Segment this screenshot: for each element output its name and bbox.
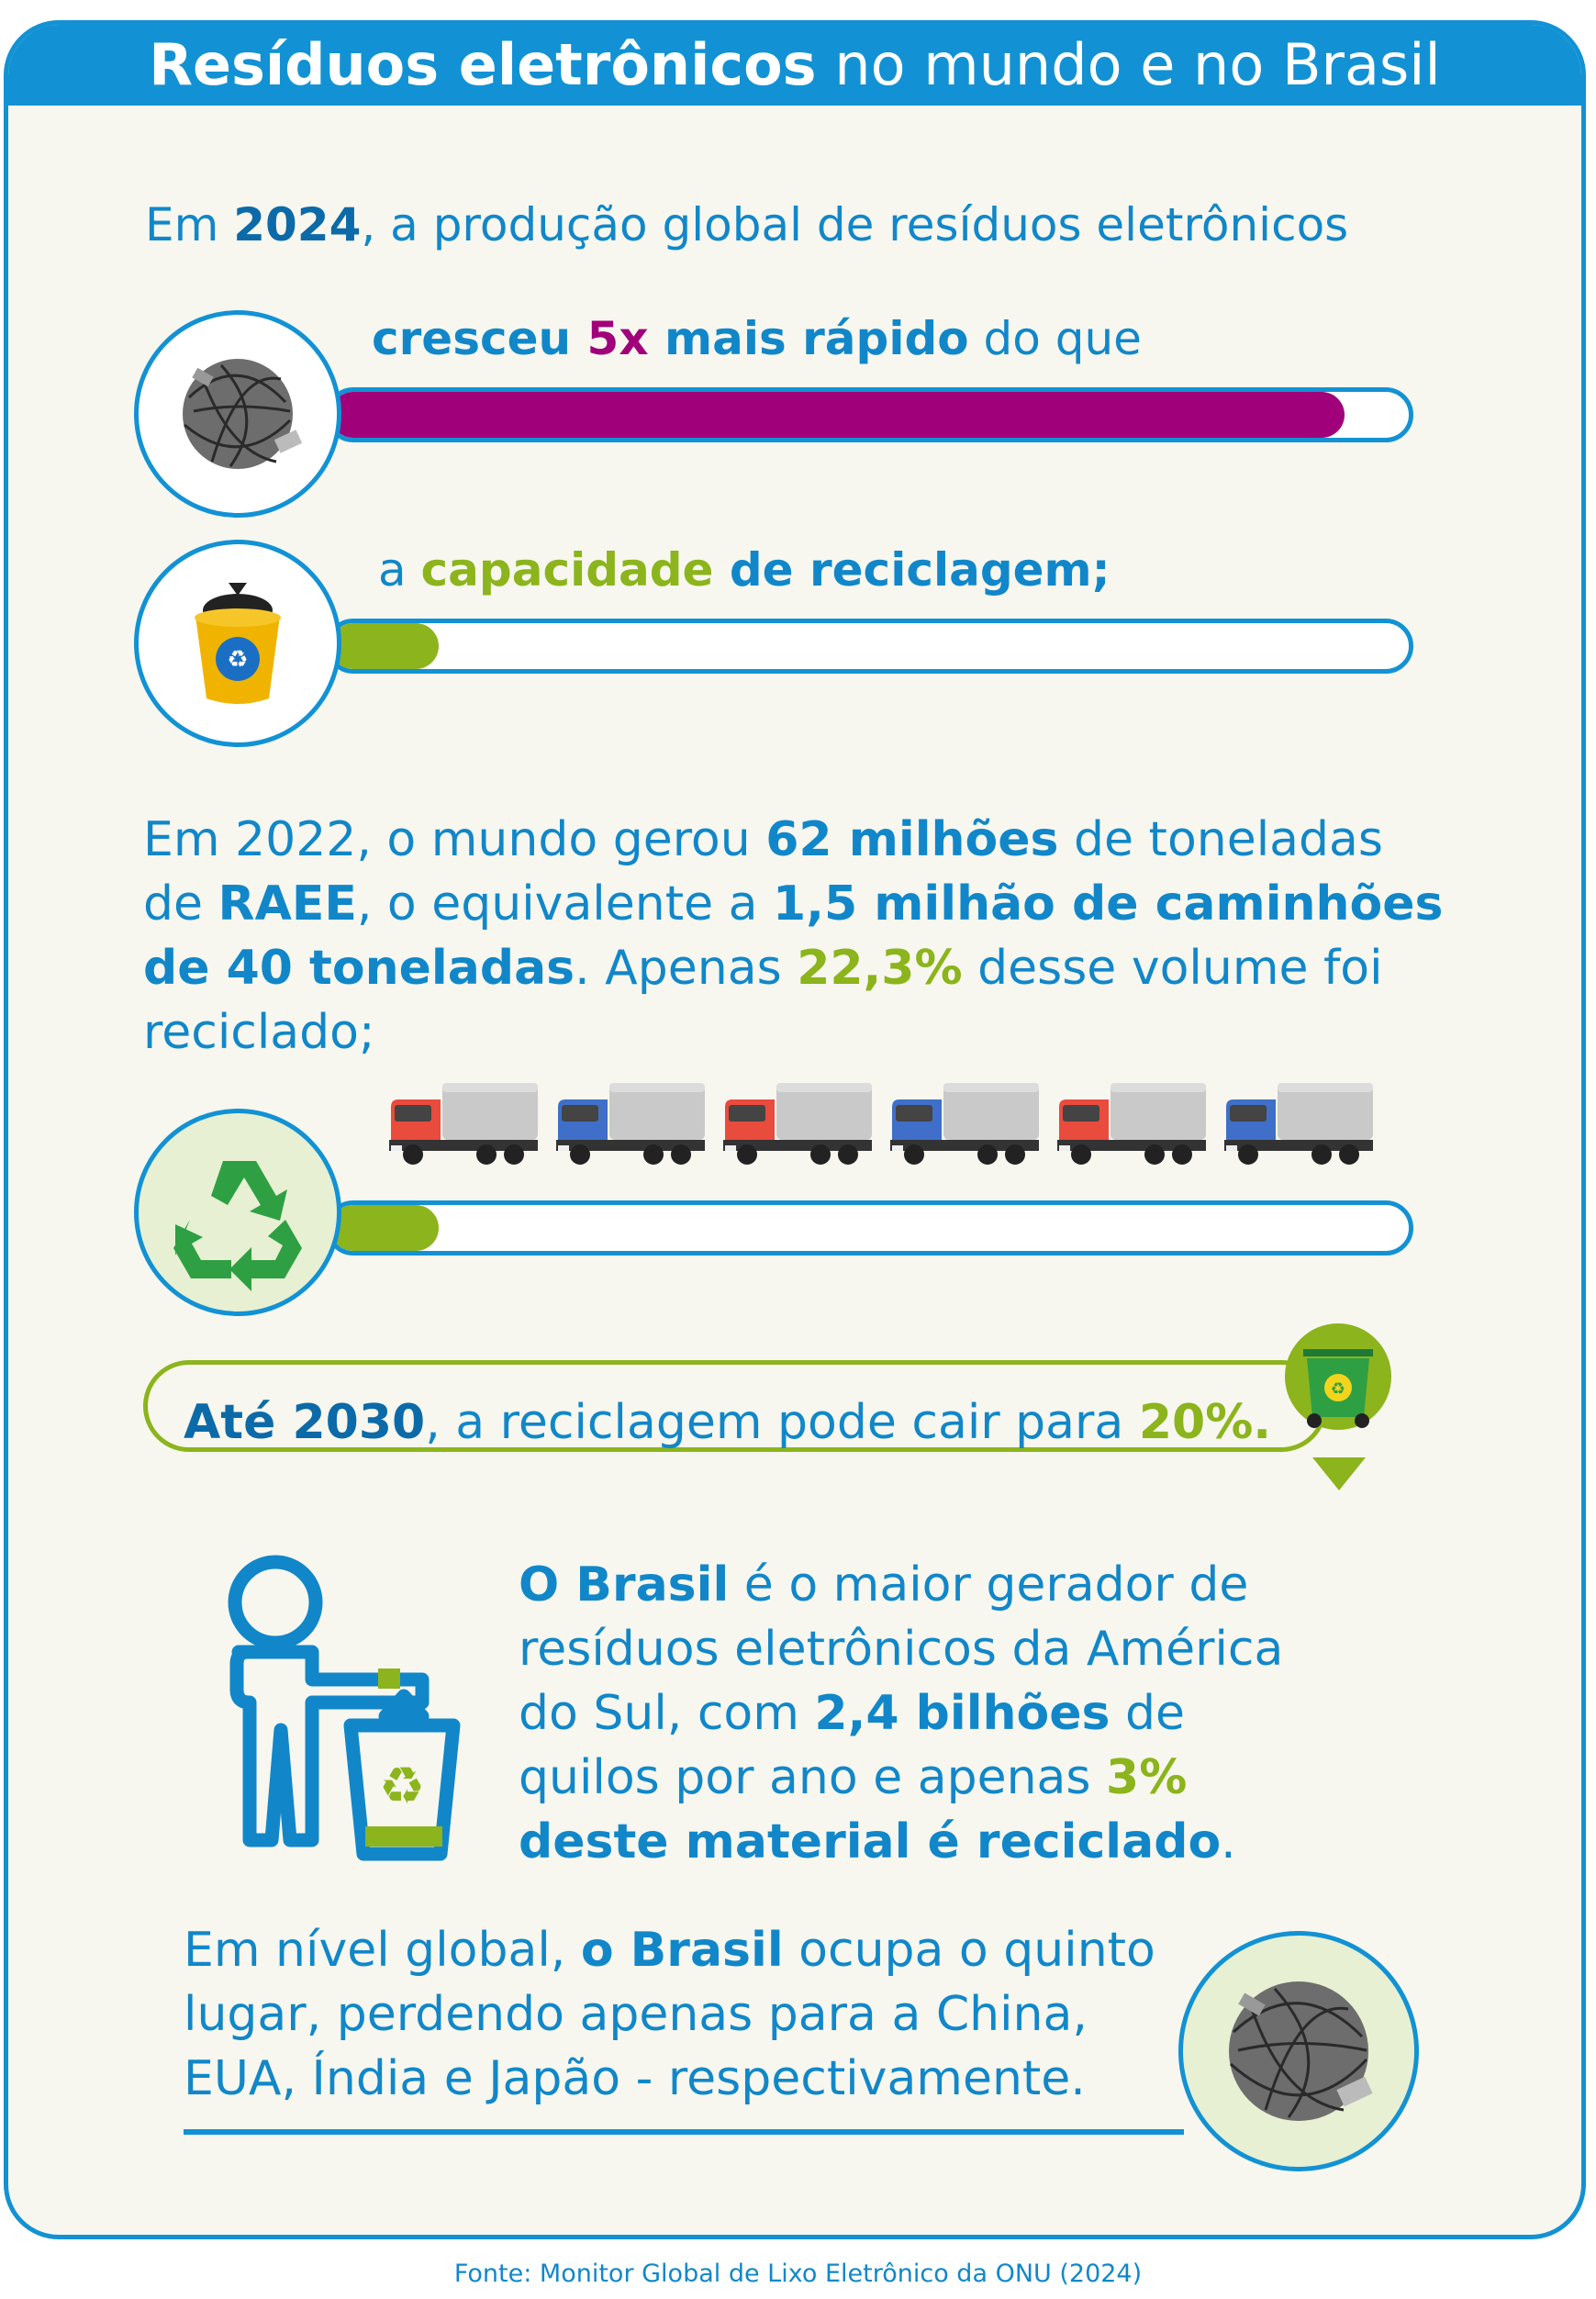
bar2-fill [330, 623, 439, 669]
svg-text:♻: ♻ [227, 646, 249, 674]
divider-line [184, 2129, 1184, 2135]
page-title: Resíduos eletrônicos no mundo e no Brasil [149, 31, 1441, 98]
source-citation: Fonte: Monitor Global de Lixo Eletrônico da ONU (2024) [453, 2260, 1143, 2288]
paragraph-global: Em nível global, o Brasil ocupa o quinto lugar, perdendo apenas para a China, EUA, Índia e Japão - respectivamente. [184, 1923, 1155, 2106]
wheelie-bin-icon [1276, 1322, 1404, 1505]
bar3-track [326, 1200, 1413, 1256]
paragraph-brasil: O Brasil é o maior gerador de resíduos eletrônicos da América do Sul, com 2,4 bilhões de quilos por ano e apenas 3% deste material é reciclado. [519, 1557, 1284, 1869]
ewaste-ball-icon [134, 310, 341, 518]
truck-icon [1054, 1079, 1210, 1171]
bar2-track [326, 619, 1413, 674]
recycle-icon [134, 1109, 341, 1316]
bar3-fill [330, 1205, 439, 1251]
bar1-track [326, 387, 1413, 442]
truck-icon [552, 1079, 709, 1171]
header-banner [8, 25, 1581, 106]
bar2-label: a capacidade de reciclagem; [378, 543, 1111, 597]
svg-text:♻: ♻ [1330, 1379, 1346, 1399]
paragraph-raee: Em 2022, o mundo gerou 62 milhões de toneladas de RAEE, o equivalente a 1,5 milhão de caminhões de 40 toneladas. Apenas 22,3% desse volume foi reciclado; [143, 812, 1444, 1060]
truck-icon [887, 1079, 1043, 1171]
truck-icon [720, 1079, 876, 1171]
trash-bin-icon [134, 540, 341, 747]
person-recycling-icon [193, 1551, 496, 1863]
bar1-fill [330, 392, 1345, 438]
svg-text:♻: ♻ [378, 1757, 426, 1816]
intro-text: Em 2024, a produção global de resíduos eletrônicos [145, 198, 1349, 251]
bar1-label: cresceu 5x mais rápido do que [372, 312, 1142, 365]
truck-icon [385, 1079, 541, 1171]
truck-icon [1221, 1079, 1377, 1171]
forecast-text: Até 2030, a reciclagem pode cair para 20%. [184, 1395, 1272, 1450]
ewaste-ball-icon [1178, 1931, 1419, 2171]
